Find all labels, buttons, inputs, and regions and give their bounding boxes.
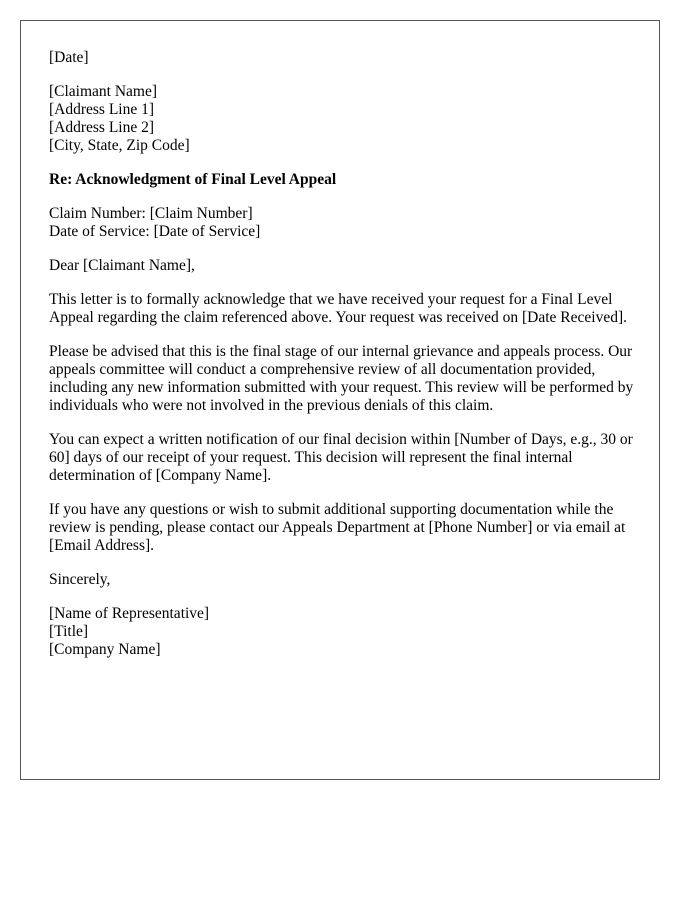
letter-date: [Date] (49, 49, 89, 66)
recipient-address-line-2: [Address Line 2] (49, 119, 155, 136)
recipient-city-state-zip: [City, State, Zip Code] (49, 137, 190, 154)
paragraph-acknowledgment: This letter is to formally acknowledge that we have received your request for a Final Level Appeal regarding the claim referenced above. Your request was received on [Date Received]. (49, 291, 627, 326)
signature-block (49, 605, 639, 659)
recipient-address-block (49, 83, 639, 155)
paragraph-contact-info: If you have any questions or wish to submit additional supporting documentation while the review is pending, please contact our Appeals Department at [Phone Number] or via email at [Email Address]. (49, 501, 626, 554)
date-of-service: Date of Service: [Date of Service] (49, 223, 261, 240)
recipient-address-line-1: [Address Line 1] (49, 101, 155, 118)
letter-body (49, 49, 639, 675)
letter-subject: Re: Acknowledgment of Final Level Appeal (49, 171, 337, 188)
claim-number: Claim Number: [Claim Number] (49, 205, 253, 222)
signature-company: [Company Name] (49, 641, 161, 658)
claim-reference-block (49, 205, 639, 241)
recipient-name: [Claimant Name] (49, 83, 158, 100)
signature-title: [Title] (49, 623, 89, 640)
paragraph-decision-timeline: You can expect a written notification of our final decision within [Number of Days, e.g., 30 or 60] days of our receipt of your request. This decision will represent the final internal determination of [Company Name]. (49, 431, 633, 484)
closing: Sincerely, (49, 571, 111, 588)
salutation: Dear [Claimant Name], (49, 257, 195, 274)
paragraph-review-process: Please be advised that this is the final stage of our internal grievance and appeals process. Our appeals committee will conduct a comprehensive review of all documentation provided, including any new information submitted with your request. This review will be performed by individuals who were not involved in the previous denials of this claim. (49, 343, 634, 414)
signature-name: [Name of Representative] (49, 605, 210, 622)
letter-page (20, 20, 660, 780)
